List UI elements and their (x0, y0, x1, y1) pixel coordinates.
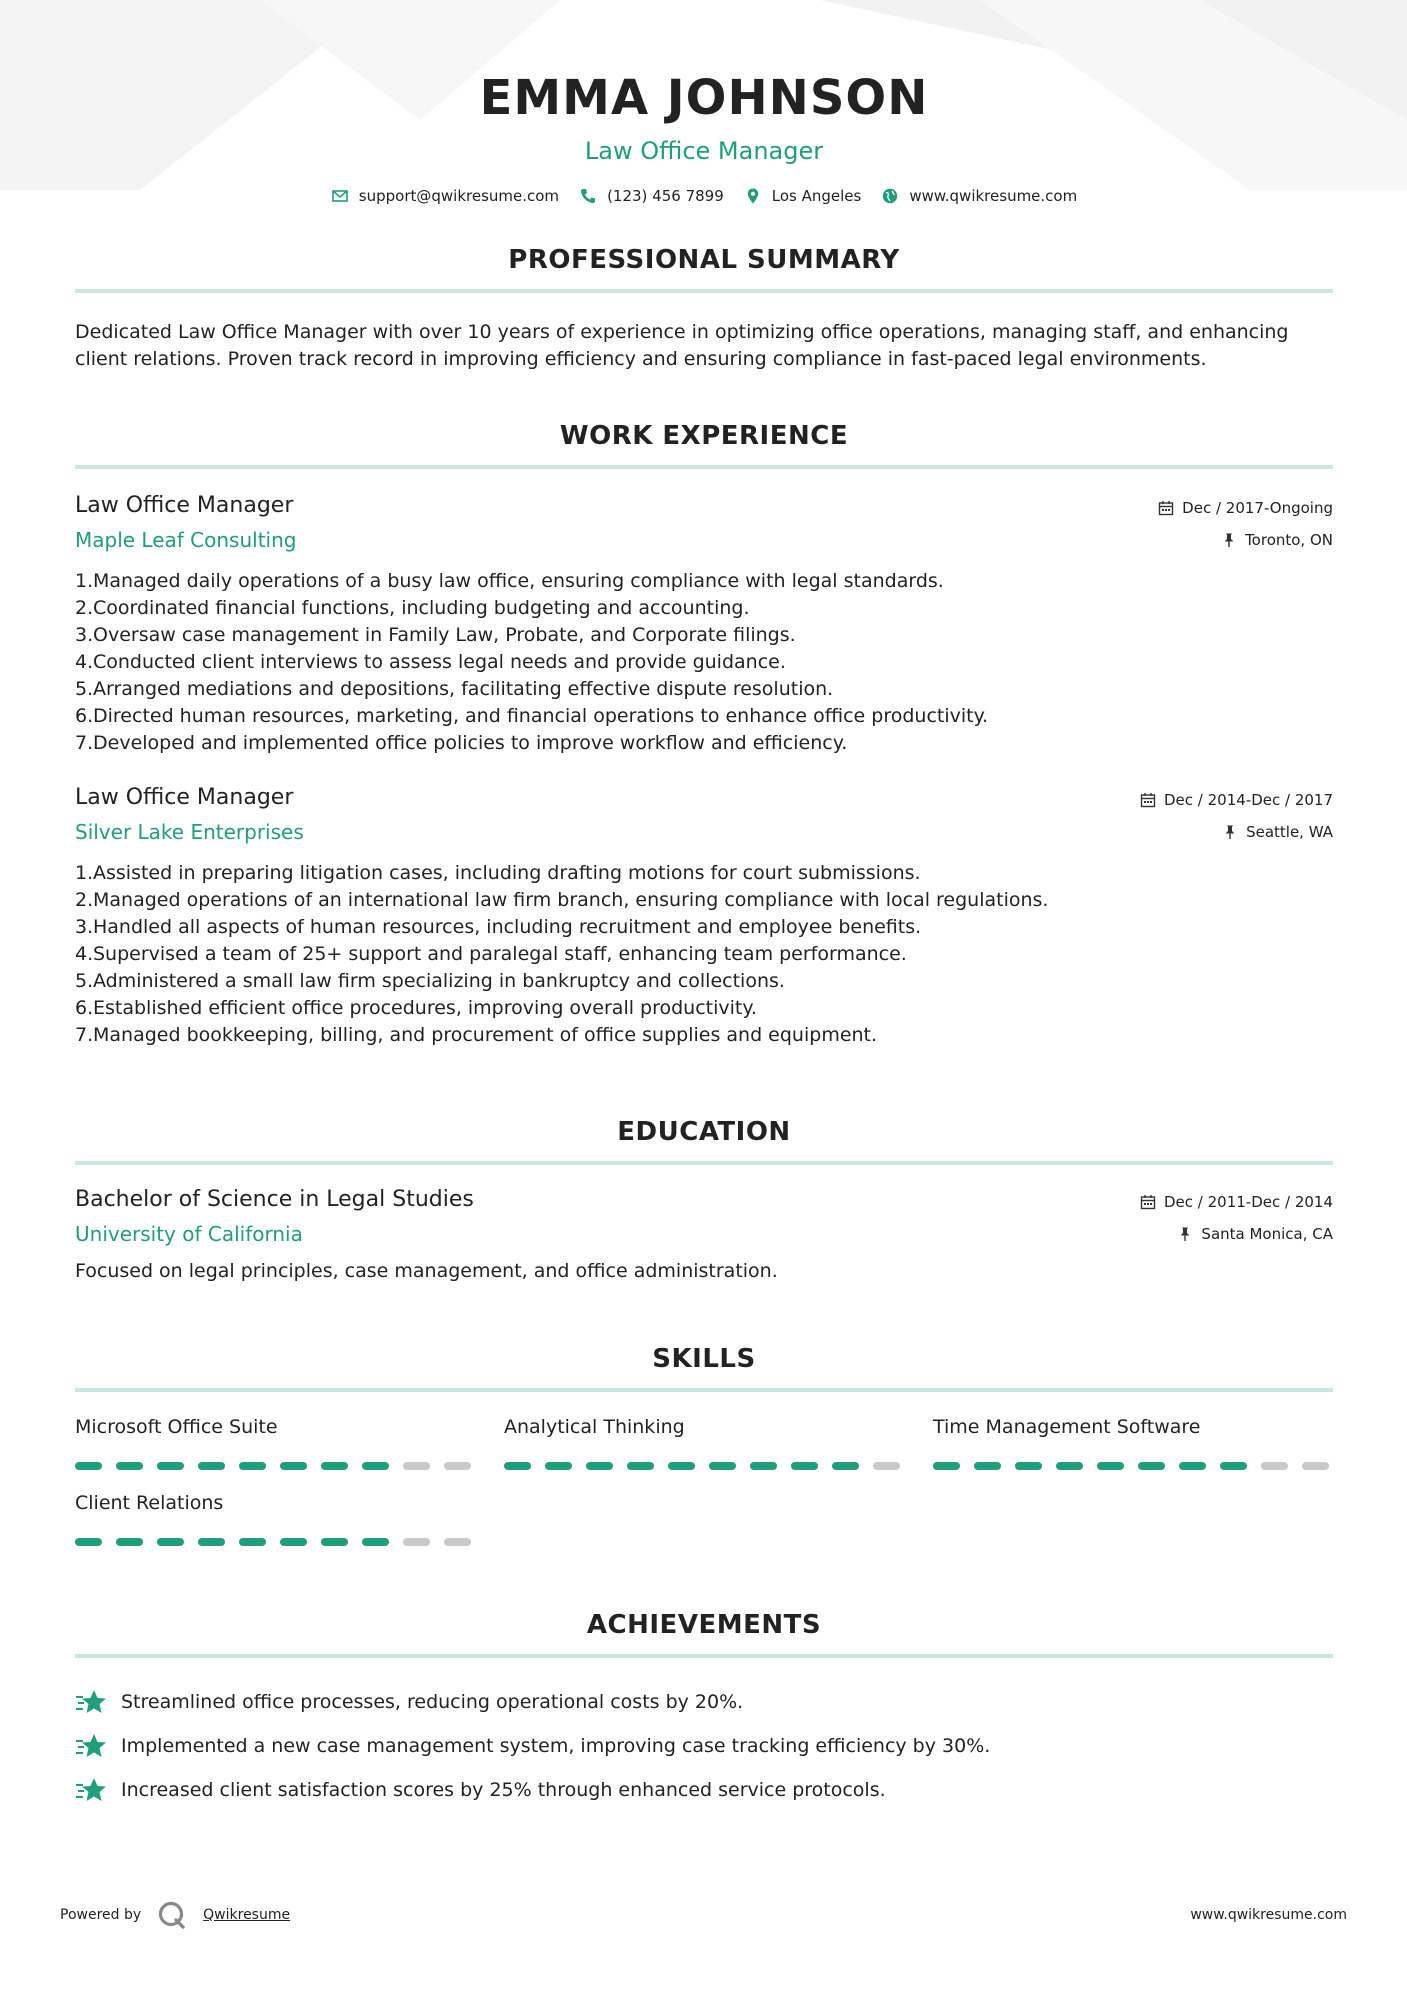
list-item: 4. Supervised a team of 25+ support and paralegal staff, enhancing team performance. (75, 942, 907, 965)
footer-website[interactable]: www.qwikresume.com (1190, 1907, 1347, 1923)
skill-segment-filled (974, 1462, 1001, 1470)
skill-segment-filled (116, 1462, 143, 1470)
skill-segment-filled (1179, 1462, 1206, 1470)
skill-segment-empty (403, 1462, 430, 1470)
list-item: 1. Assisted in preparing litigation cases, including drafting motions for court submissions. (75, 861, 921, 884)
achievement-text: Streamlined office processes, reducing operational costs by 20%. (121, 1690, 744, 1713)
skill-segment-filled (198, 1538, 225, 1546)
phone-icon (579, 187, 597, 205)
contact-bar (75, 187, 1333, 205)
skill-segment-filled (280, 1462, 307, 1470)
skills-grid (75, 1416, 1333, 1568)
list-item: 7. Developed and implemented office policies to improve workflow and efficiency. (75, 731, 848, 754)
skills-section (75, 1344, 1333, 1568)
pushpin-icon (1177, 1226, 1193, 1242)
list-item: 2. Coordinated financial functions, including budgeting and accounting. (75, 596, 750, 619)
school-name: University of California (75, 1221, 303, 1246)
experience-section (75, 421, 1333, 1049)
skill-segment-filled (116, 1538, 143, 1546)
education-meta (1140, 1191, 1333, 1245)
calendar-icon (1140, 792, 1156, 808)
job-title: Law Office Manager (75, 492, 294, 518)
degree-title: Bachelor of Science in Legal Studies (75, 1186, 474, 1212)
job-location (1140, 821, 1333, 843)
skill-segment-filled (75, 1538, 102, 1546)
contact-website[interactable] (881, 187, 1077, 205)
calendar-icon (1158, 500, 1174, 516)
education-location-text: Santa Monica, CA (1201, 1224, 1333, 1243)
job-responsibilities (75, 568, 1333, 757)
qwikresume-logo-icon (157, 1900, 187, 1930)
map-pin-icon (744, 187, 762, 205)
skill-segment-filled (504, 1462, 531, 1470)
pushpin-icon (1221, 532, 1237, 548)
job-responsibilities (75, 860, 1333, 1049)
job-title: Law Office Manager (75, 784, 294, 810)
achievement-text: Increased client satisfaction scores by 25% through enhanced service protocols. (121, 1778, 886, 1801)
skill-segment-filled (198, 1462, 225, 1470)
star-icon (75, 1688, 107, 1716)
skill-segment-filled (280, 1538, 307, 1546)
achievement-item (75, 1680, 1333, 1724)
job-location-text: Seattle, WA (1246, 822, 1333, 841)
skill-segment-filled (239, 1462, 266, 1470)
phone-text: (123) 456 7899 (607, 186, 724, 205)
section-divider (75, 1161, 1333, 1165)
list-item: 2. Managed operations of an international law firm branch, ensuring compliance with local regulations. (75, 888, 1049, 911)
skill-segment-filled (362, 1538, 389, 1546)
summary-section (75, 245, 1333, 373)
calendar-icon (1140, 1194, 1156, 1210)
skill-segment-filled (709, 1462, 736, 1470)
skill-segment-filled (1138, 1462, 1165, 1470)
skill-level-bar (75, 1538, 475, 1546)
skill-segment-filled (750, 1462, 777, 1470)
star-icon (75, 1732, 107, 1760)
list-item: 3. Handled all aspects of human resources, including recruitment and employee benefits. (75, 915, 922, 938)
contact-email[interactable] (331, 187, 559, 205)
skill-segment-filled (1220, 1462, 1247, 1470)
list-item: 6. Established efficient office procedures, improving overall productivity. (75, 996, 757, 1019)
list-item: 5. Administered a small law firm specializing in bankruptcy and collections. (75, 969, 785, 992)
globe-icon (881, 187, 899, 205)
skill-name: Client Relations (75, 1491, 224, 1514)
skill-item (933, 1416, 1333, 1492)
achievement-item (75, 1724, 1333, 1768)
job-dates (1158, 497, 1333, 519)
education-dates (1140, 1191, 1333, 1213)
job-location-text: Toronto, ON (1245, 530, 1333, 549)
skill-segment-filled (668, 1462, 695, 1470)
education-description: Focused on legal principles, case management, and office administration. (75, 1259, 778, 1282)
skill-item (75, 1492, 475, 1568)
skill-segment-empty (444, 1462, 471, 1470)
pushpin-icon (1222, 824, 1238, 840)
skill-segment-filled (832, 1462, 859, 1470)
skill-segment-filled (157, 1462, 184, 1470)
achievement-text: Implemented a new case management system, improving case tracking efficiency by 30%. (121, 1734, 991, 1757)
email-text: support@qwikresume.com (358, 186, 560, 205)
education-section (75, 1117, 1333, 1282)
skill-segment-empty (1302, 1462, 1329, 1470)
skill-level-bar (75, 1462, 475, 1470)
job-company: Maple Leaf Consulting (75, 527, 297, 552)
skill-name: Time Management Software (933, 1415, 1201, 1438)
job-company: Silver Lake Enterprises (75, 819, 304, 844)
skill-segment-filled (1015, 1462, 1042, 1470)
skill-segment-filled (75, 1462, 102, 1470)
qwikresume-link[interactable]: Qwikresume (203, 1907, 291, 1923)
skill-segment-filled (1097, 1462, 1124, 1470)
experience-title: WORK EXPERIENCE (559, 420, 849, 451)
job-location (1158, 529, 1333, 551)
candidate-role: Law Office Manager (584, 136, 824, 165)
achievement-item (75, 1768, 1333, 1812)
achievements-list (75, 1680, 1333, 1812)
skill-segment-filled (791, 1462, 818, 1470)
job-entry (75, 493, 1333, 757)
skill-segment-filled (627, 1462, 654, 1470)
list-item: 4. Conducted client interviews to assess legal needs and provide guidance. (75, 650, 786, 673)
candidate-name: EMMA JOHNSON (479, 70, 929, 126)
powered-by (60, 1900, 290, 1930)
job-meta (1140, 789, 1333, 843)
job-dates (1140, 789, 1333, 811)
skill-segment-filled (1056, 1462, 1083, 1470)
skill-item (504, 1416, 904, 1492)
skill-segment-empty (1261, 1462, 1288, 1470)
job-dates-text: Dec / 2014-Dec / 2017 (1164, 790, 1333, 809)
skill-segment-empty (403, 1538, 430, 1546)
section-divider (75, 1654, 1333, 1658)
achievements-section (75, 1610, 1333, 1812)
list-item: 5. Arranged mediations and depositions, facilitating effective dispute resolution. (75, 677, 834, 700)
resume-header (75, 0, 1333, 205)
skill-level-bar (933, 1462, 1333, 1470)
skill-segment-filled (157, 1538, 184, 1546)
skill-segment-filled (586, 1462, 613, 1470)
summary-text: Dedicated Law Office Manager with over 10 years of experience in optimizing office operations, managing staff, and enhancing client relations. Proven track record in improving efficiency and ensuring compliance in fast-paced legal environments. (75, 320, 1289, 370)
skill-segment-filled (321, 1538, 348, 1546)
job-entry (75, 785, 1333, 1049)
skill-name: Analytical Thinking (504, 1415, 685, 1438)
location-text: Los Angeles (771, 186, 862, 205)
skill-segment-filled (933, 1462, 960, 1470)
page-footer (60, 1900, 1347, 1930)
achievements-title: ACHIEVEMENTS (586, 1609, 822, 1640)
list-item: 6. Directed human resources, marketing, and financial operations to enhance office productivity. (75, 704, 989, 727)
job-meta (1158, 497, 1333, 551)
envelope-icon (331, 187, 349, 205)
contact-location (744, 187, 862, 205)
resume-page (75, 0, 1333, 1812)
education-dates-text: Dec / 2011-Dec / 2014 (1164, 1192, 1333, 1211)
skill-level-bar (504, 1462, 904, 1470)
star-icon (75, 1776, 107, 1804)
skill-name: Microsoft Office Suite (75, 1415, 278, 1438)
contact-phone[interactable] (579, 187, 724, 205)
summary-title: PROFESSIONAL SUMMARY (508, 244, 900, 275)
education-location (1140, 1223, 1333, 1245)
skills-title: SKILLS (652, 1343, 756, 1374)
skill-segment-filled (362, 1462, 389, 1470)
skill-segment-filled (321, 1462, 348, 1470)
skill-item (75, 1416, 475, 1492)
section-divider (75, 289, 1333, 293)
education-entry (75, 1187, 1333, 1282)
education-title: EDUCATION (617, 1116, 791, 1147)
website-text: www.qwikresume.com (909, 186, 1078, 205)
section-divider (75, 1388, 1333, 1392)
list-item: 7. Managed bookkeeping, billing, and procurement of office supplies and equipment. (75, 1023, 878, 1046)
skill-segment-empty (444, 1538, 471, 1546)
list-item: 3. Oversaw case management in Family Law, Probate, and Corporate filings. (75, 623, 796, 646)
skill-segment-filled (545, 1462, 572, 1470)
powered-by-label: Powered by (60, 1907, 142, 1923)
skill-segment-filled (239, 1538, 266, 1546)
skill-segment-empty (873, 1462, 900, 1470)
section-divider (75, 465, 1333, 469)
list-item: 1. Managed daily operations of a busy law office, ensuring compliance with legal standards. (75, 569, 944, 592)
job-dates-text: Dec / 2017-Ongoing (1182, 498, 1333, 517)
